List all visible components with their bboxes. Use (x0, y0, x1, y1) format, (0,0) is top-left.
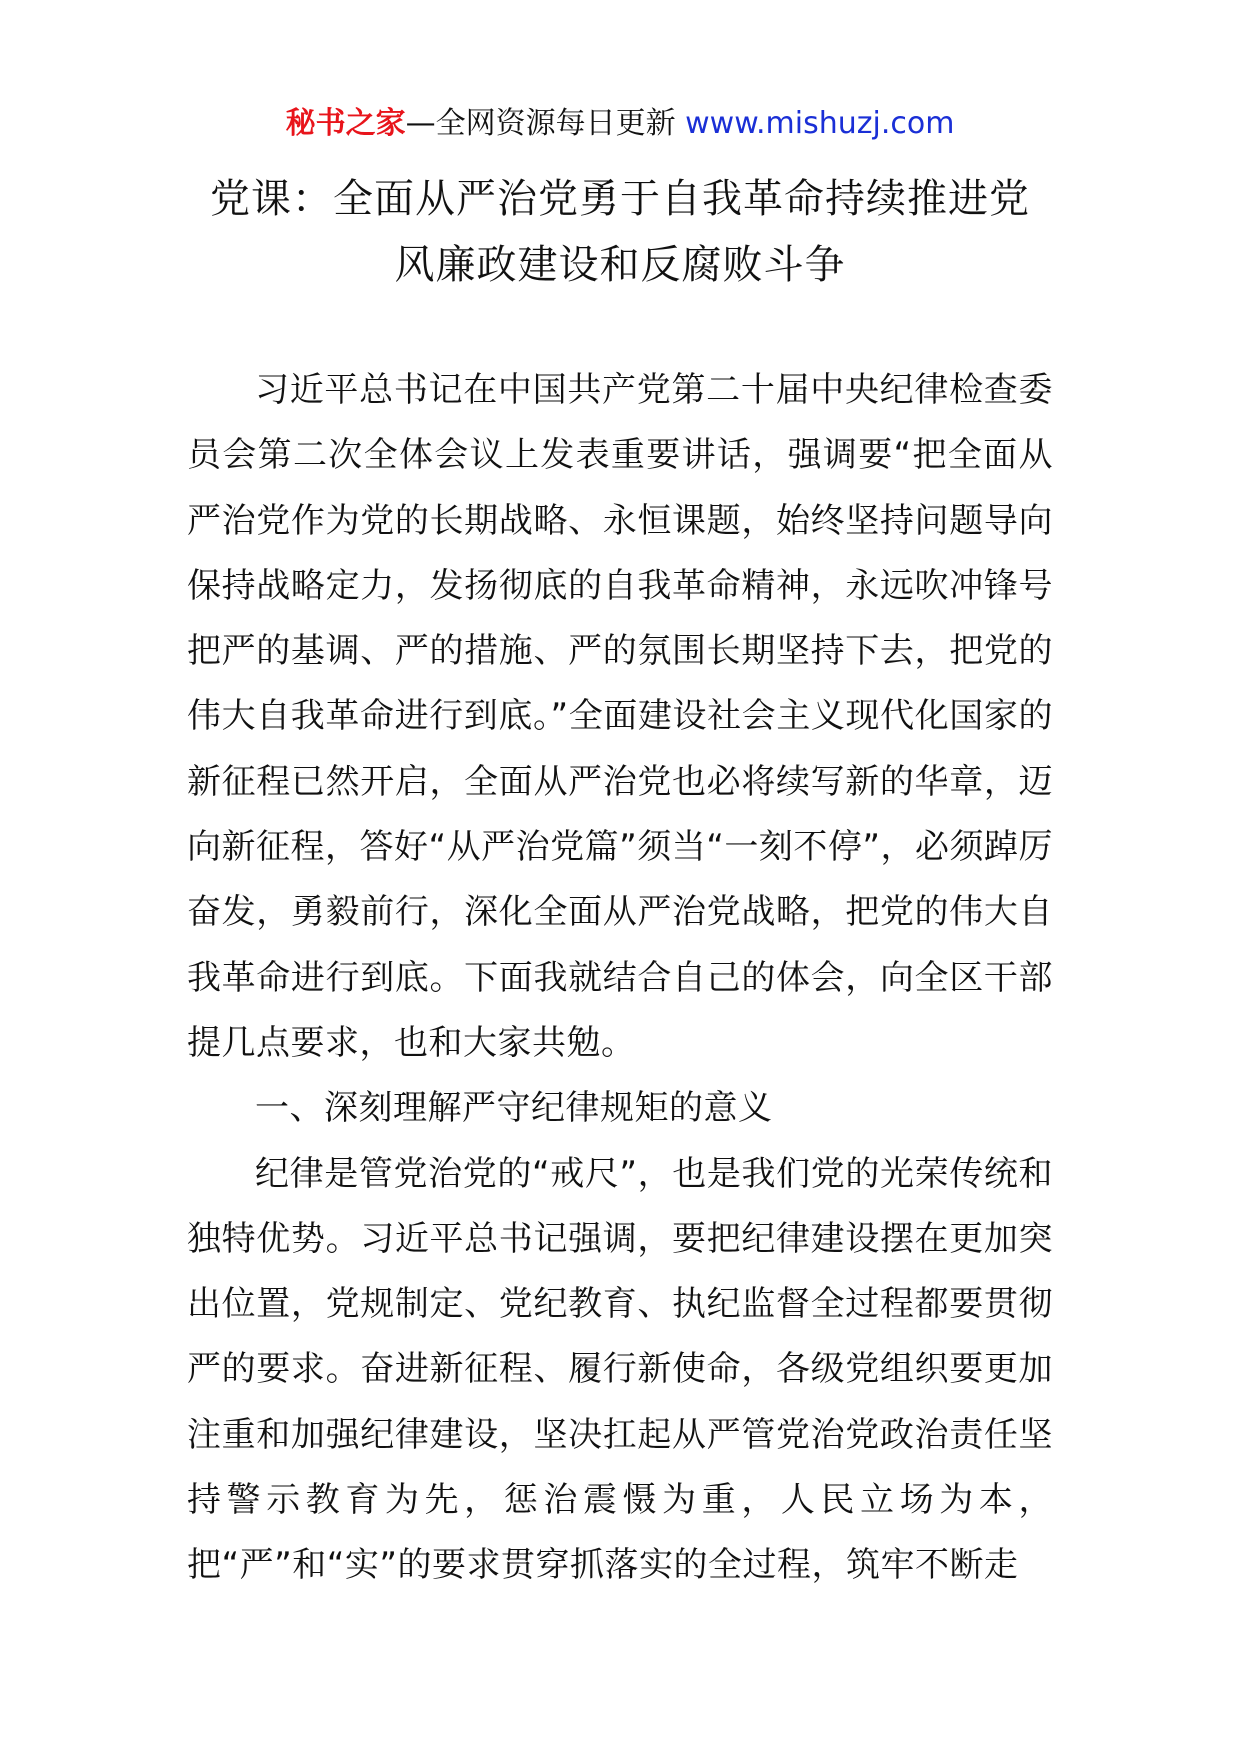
paragraph-intro: 习近平总书记在中国共产党第二十届中央纪律检查委员会第二次全体会议上发表重要讲话，强调要“把全面从严治党作为党的长期战略、永恒课题，始终坚持问题导向保持战略定力，发扬彻底的自我革命精神，永远吹冲锋号把严的基调、严的措施、严的氛围长期坚持下去，把党的伟大自我革命进行到底。”全面建设社会主义现代化国家的新征程已然开启，全面从严治党也必将续写新的华章，迈向新征程，答好“从严治党篇”须当“一刻不停”，必须踔厉奋发，勇毅前行，深化全面从严治党战略，把党的伟大自我革命进行到底。下面我就结合自己的体会，向全区干部提几点要求，也和大家共勉。 (187, 370, 1053, 1063)
site-url-link[interactable]: www.mishuzj.com (685, 106, 955, 141)
site-brand: 秘书之家 (285, 106, 406, 141)
site-header (0, 104, 1240, 144)
document-body (187, 358, 1053, 1599)
document-title (180, 166, 1060, 298)
section-heading-1: 一、深刻理解严守纪律规矩的意义 (255, 1088, 773, 1129)
document-title-line-2: 风廉政建设和反腐败斗争 (394, 242, 846, 288)
site-tagline: —全网资源每日更新 (405, 106, 686, 141)
document-title-line-1: 党课：全面从严治党勇于自我革命持续推进党 (210, 176, 1030, 222)
paragraph-section-1: 纪律是管党治党的“戒尺”，也是我们党的光荣传统和独特优势。习近平总书记强调，要把纪律建设摆在更加突出位置，党规制定、党纪教育、执纪监督全过程都要贯彻严的要求。奋进新征程、履行新使命，各级党组织要更加注重和加强纪律建设，坚决扛起从严管党治党政治责任坚持警示教育为先，惩治震慑为重，人民立场为本，把“严”和“实”的要求贯穿抓落实的全过程，筑牢不断走 (187, 1153, 1053, 1586)
